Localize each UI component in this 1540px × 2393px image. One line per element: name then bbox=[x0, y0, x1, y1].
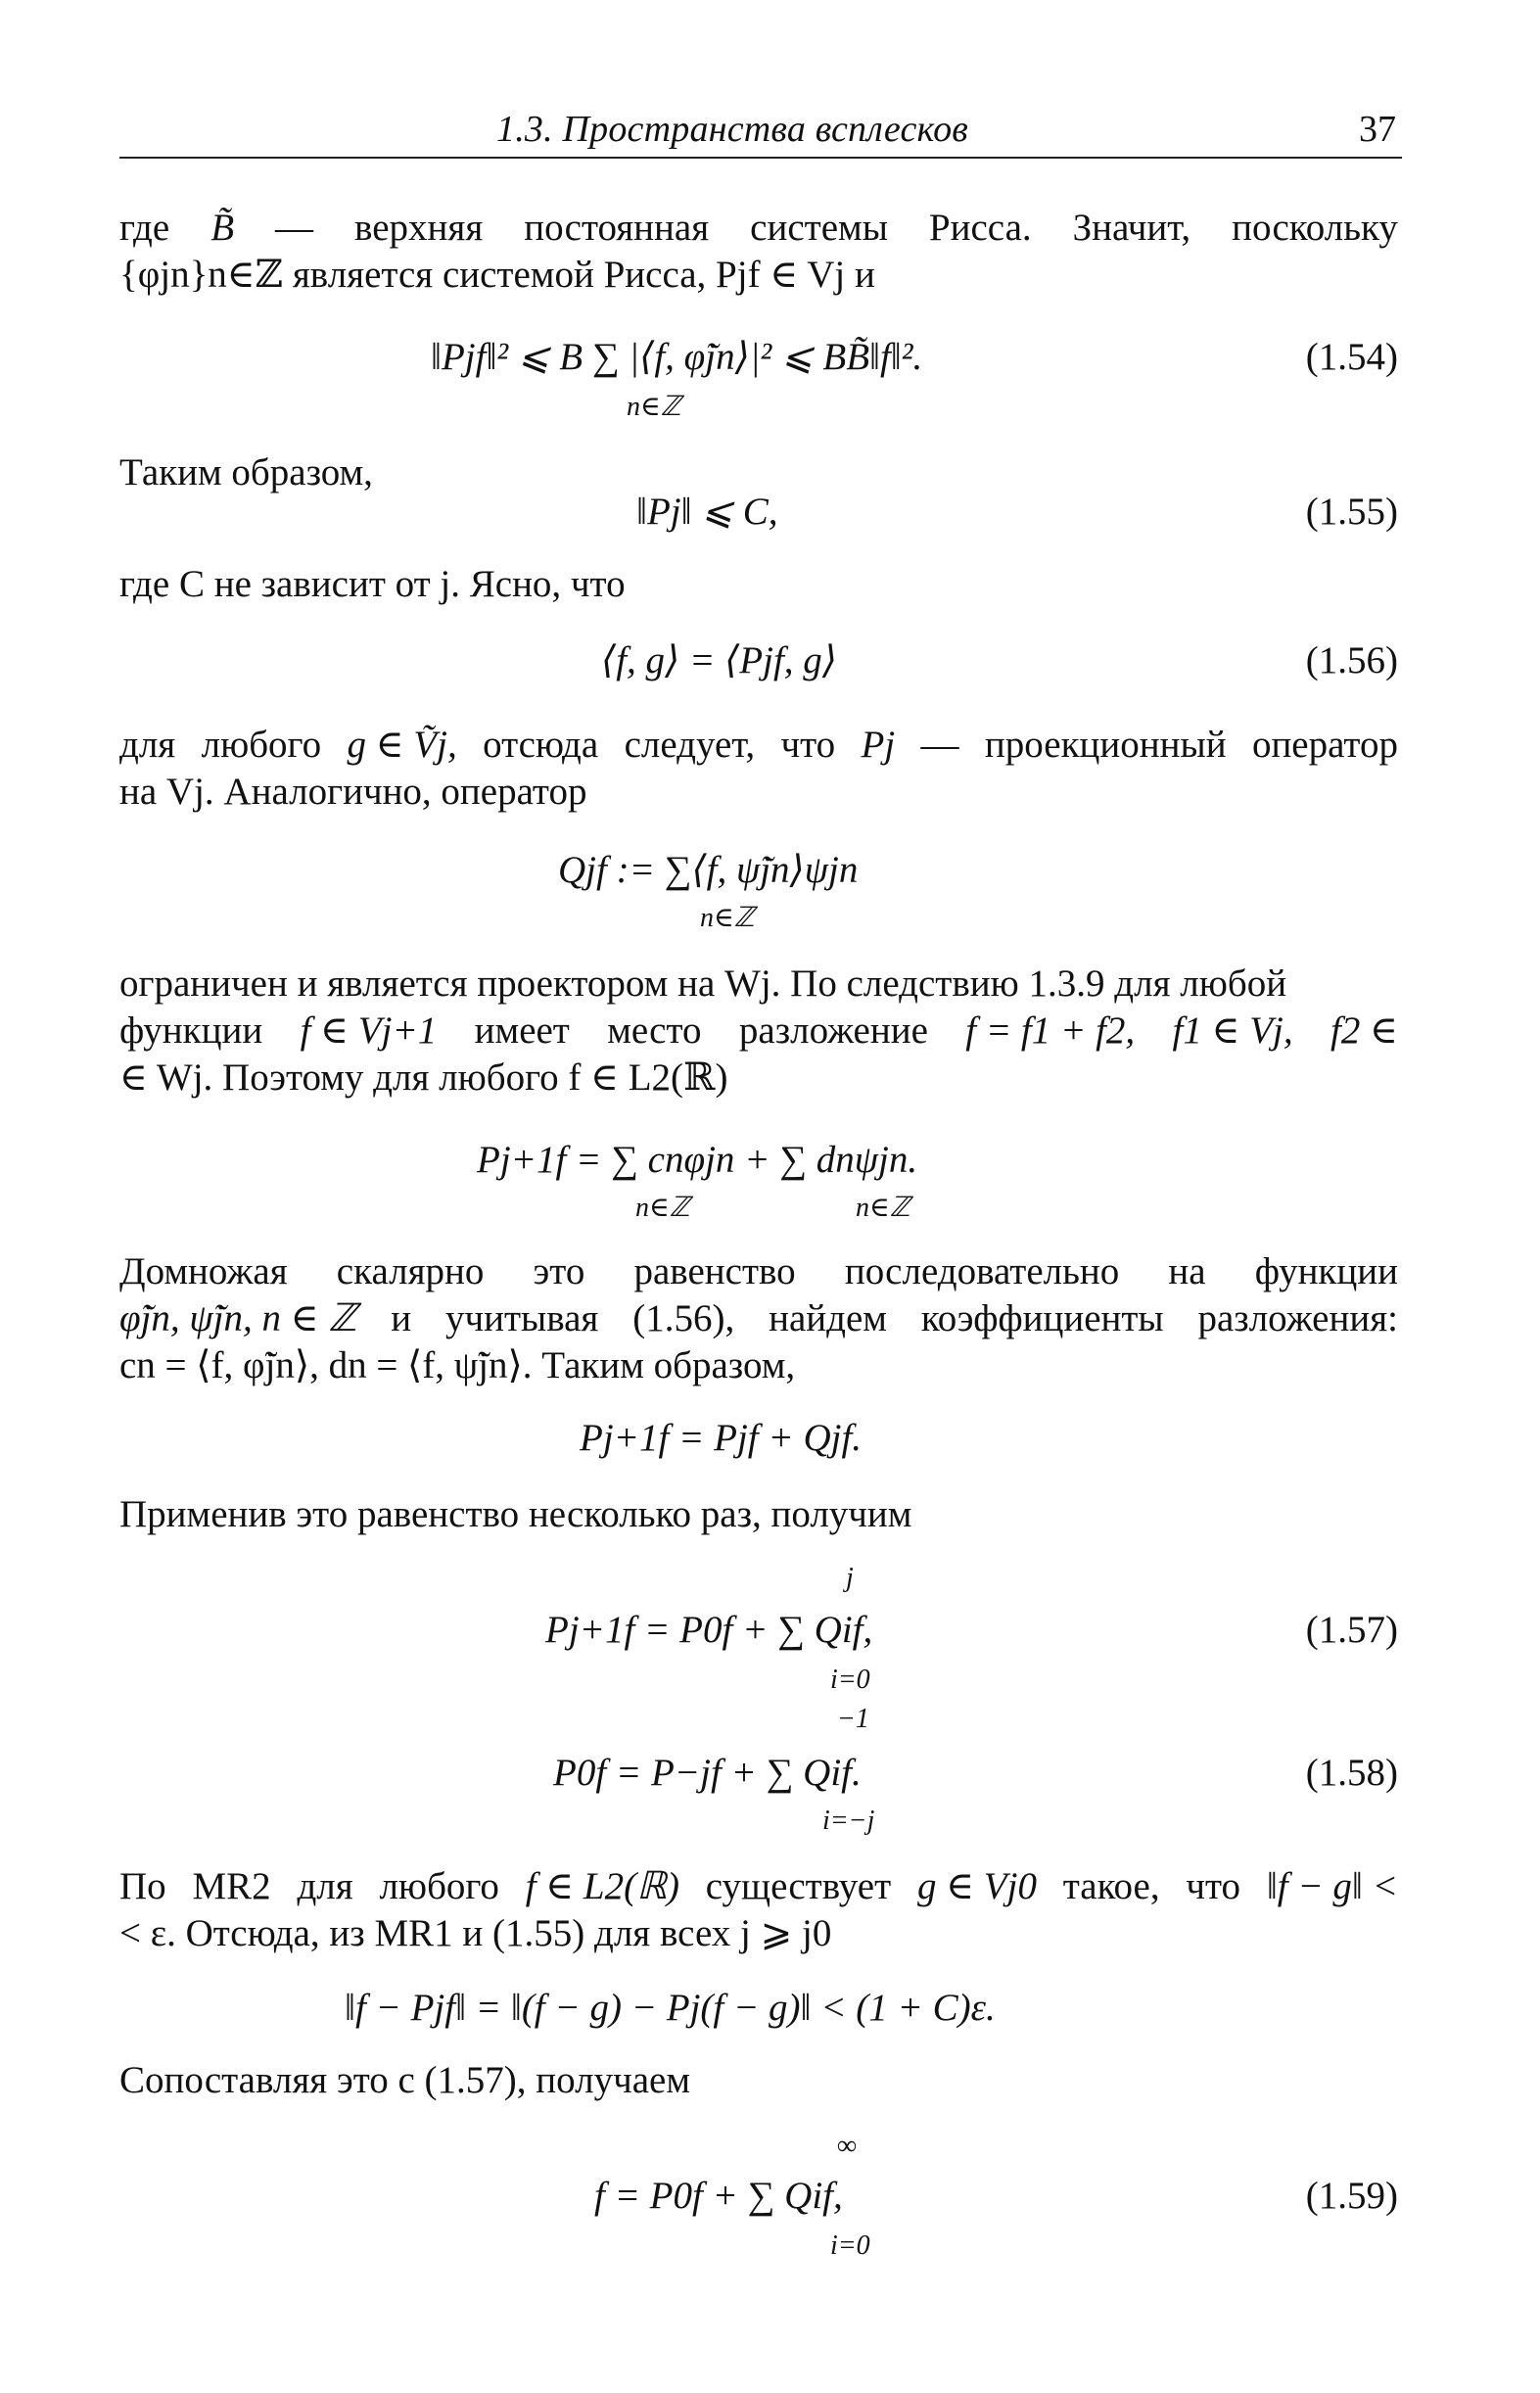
equation-number-1-54: (1.54) bbox=[1305, 336, 1398, 378]
paragraph-2: Таким образом, bbox=[119, 451, 373, 493]
equation-number-1-59: (1.59) bbox=[1305, 2175, 1398, 2217]
equation-pj1f-lower-limit-2: n∈ℤ bbox=[856, 1193, 910, 1223]
equation-1-54-lower-limit: n∈ℤ bbox=[627, 392, 681, 422]
equation-1-57-upper-limit: j bbox=[846, 1563, 854, 1593]
paragraph-6-line-3: cn = ⟨f, φ̃jn⟩, dn = ⟨f, ψ̃jn⟩. Таким образом, bbox=[119, 1344, 796, 1386]
paragraph-5-line-2: функции f ∈ Vj+1 имеет место разложение f = f1 + f2, f1 ∈ Vj, f2 ∈ bbox=[119, 1009, 1398, 1052]
paragraph-8-line-1: По MR2 для любого f ∈ L2(ℝ) существует g ∈ Vj0 такое, что ‖f − g‖ < bbox=[119, 1865, 1398, 1907]
equation-1-58: P0f = P−jf + ∑ Qif. bbox=[553, 1752, 862, 1794]
page-number: 37 bbox=[1359, 109, 1396, 150]
equation-1-58-upper-limit: −1 bbox=[837, 1704, 869, 1734]
equation-1-57: Pj+1f = P0f + ∑ Qif, bbox=[545, 1609, 873, 1651]
equation-number-1-55: (1.55) bbox=[1305, 491, 1398, 533]
equation-pj1f-lower-limit-1: n∈ℤ bbox=[635, 1193, 690, 1223]
equation-1-56: ⟨f, g⟩ = ⟨Pjf, g⟩ bbox=[601, 639, 838, 681]
equation-number-1-57: (1.57) bbox=[1305, 1609, 1398, 1651]
equation-1-59: f = P0f + ∑ Qif, bbox=[594, 2175, 843, 2217]
paragraph-4-line-1: для любого g ∈ Ṽj, отсюда следует, что Pj — проекционный оператор bbox=[119, 724, 1398, 766]
equation-qjf: Qjf := ∑⟨f, ψ̃jn⟩ψjn bbox=[558, 849, 859, 891]
book-page bbox=[119, 0, 1402, 2393]
equation-1-57-lower-limit: i=0 bbox=[830, 1665, 870, 1695]
paragraph-8-line-2: < ε. Отсюда, из MR1 и (1.55) для всех j ⩾ j0 bbox=[119, 1912, 832, 1954]
running-title: 1.3. Пространства всплесков bbox=[496, 109, 968, 150]
equation-1-58-lower-limit: i=−j bbox=[822, 1806, 875, 1836]
equation-pj1f-sum: Pj+1f = Pjf + Qjf. bbox=[580, 1417, 863, 1459]
equation-1-55: ‖Pj‖ ⩽ C, bbox=[636, 491, 778, 533]
paragraph-7: Применив это равенство несколько раз, получим bbox=[119, 1493, 912, 1535]
equation-1-59-upper-limit: ∞ bbox=[837, 2131, 857, 2161]
equation-qjf-lower-limit: n∈ℤ bbox=[700, 903, 755, 933]
paragraph-6-line-2: φ̃jn, ψ̃jn, n ∈ ℤ и учитывая (1.56), найдем коэффициенты разложения: bbox=[119, 1297, 1398, 1339]
equation-pj1f-expansion: Pj+1f = ∑ cnφjn + ∑ dnψjn. bbox=[477, 1139, 918, 1181]
paragraph-1-line-1: где B̃ — верхняя постоянная системы Рисса. Значит, поскольку bbox=[119, 207, 1398, 249]
equation-1-59-lower-limit: i=0 bbox=[830, 2230, 870, 2261]
paragraph-5-line-1: ограничен и является проектором на Wj. По следствию 1.3.9 для любой bbox=[119, 962, 1287, 1005]
paragraph-9: Сопоставляя это с (1.57), получаем bbox=[119, 2059, 691, 2101]
equation-norm-inequality: ‖f − Pjf‖ = ‖(f − g) − Pj(f − g)‖ < (1 + C)ε. bbox=[345, 1987, 996, 2029]
paragraph-4-line-2: на Vj. Аналогично, оператор bbox=[119, 771, 587, 813]
page-header bbox=[119, 106, 1402, 159]
paragraph-1-line-2: {φjn}n∈ℤ является системой Рисса, Pjf ∈ Vj и bbox=[119, 254, 875, 296]
paragraph-3: где C не зависит от j. Ясно, что bbox=[119, 563, 626, 605]
equation-1-54: ‖Pjf‖² ⩽ B ∑ |⟨f, φ̃jn⟩|² ⩽ BB̃‖f‖². bbox=[431, 336, 923, 378]
paragraph-6-line-1: Домножая скалярно это равенство последовательно на функции bbox=[119, 1250, 1398, 1292]
equation-number-1-56: (1.56) bbox=[1305, 639, 1398, 681]
paragraph-5-line-3: ∈ Wj. Поэтому для любого f ∈ L2(ℝ) bbox=[119, 1056, 728, 1099]
equation-number-1-58: (1.58) bbox=[1305, 1752, 1398, 1794]
